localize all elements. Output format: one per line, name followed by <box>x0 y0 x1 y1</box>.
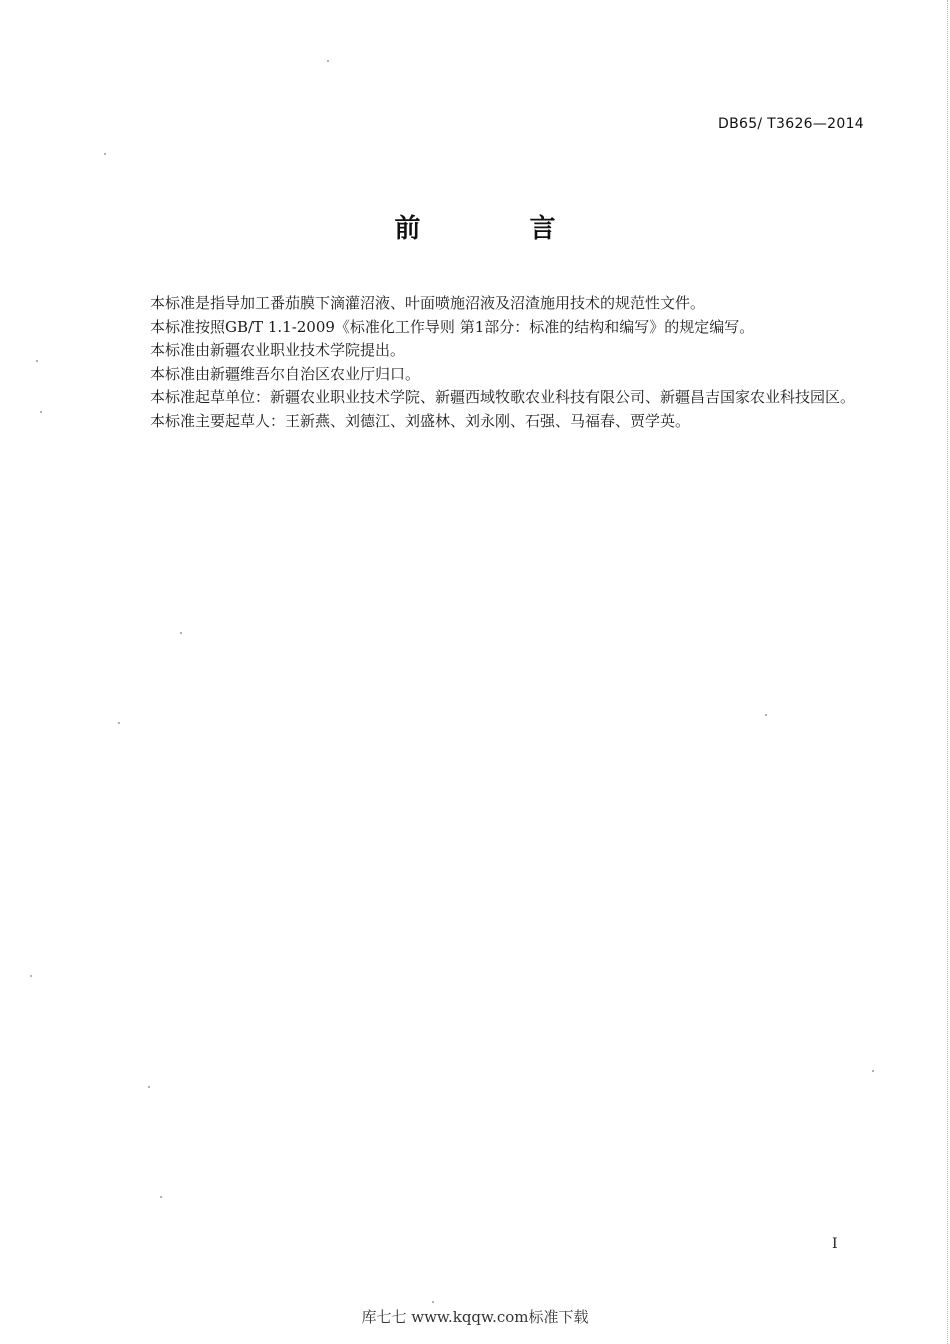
page-title: 前 言 <box>394 214 606 244</box>
document-code: DB65/ T3626—2014 <box>718 116 864 132</box>
scan-speck <box>160 1196 162 1198</box>
scan-speck <box>104 153 106 155</box>
scan-speck <box>36 360 38 362</box>
scan-speck <box>872 1070 874 1072</box>
scan-speck <box>148 1086 150 1088</box>
scan-speck <box>118 722 120 724</box>
footer-source: 库七七 www.kqqw.com标准下载 <box>361 1308 589 1326</box>
scan-speck <box>432 1301 434 1303</box>
scan-speck <box>30 975 32 977</box>
page-number: I <box>832 1236 838 1252</box>
paragraph: 本标准按照GB/T 1.1-2009《标准化工作导则 第1部分：标准的结构和编写》的规定编写。 <box>150 317 755 336</box>
scan-edge-artifact <box>946 0 948 1344</box>
foreword-body <box>117 292 865 434</box>
paragraph: 本标准起草单位：新疆农业职业技术学院、新疆西域牧歌农业科技有限公司、新疆昌吉国家农业科技园区。 <box>150 388 856 407</box>
paragraph: 本标准主要起草人：王新燕、刘德江、刘盛林、刘永刚、石强、马福春、贾学英。 <box>150 411 691 430</box>
scan-speck <box>40 411 42 413</box>
scan-speck <box>765 714 767 716</box>
paragraph: 本标准由新疆维吾尔自治区农业厅归口。 <box>150 364 421 383</box>
paragraph: 本标准由新疆农业职业技术学院提出。 <box>150 341 406 360</box>
paragraph: 本标准是指导加工番茄膜下滴灌沼液、叶面喷施沼液及沼渣施用技术的规范性文件。 <box>150 294 706 312</box>
scan-speck <box>327 60 329 62</box>
scan-speck <box>180 632 182 634</box>
